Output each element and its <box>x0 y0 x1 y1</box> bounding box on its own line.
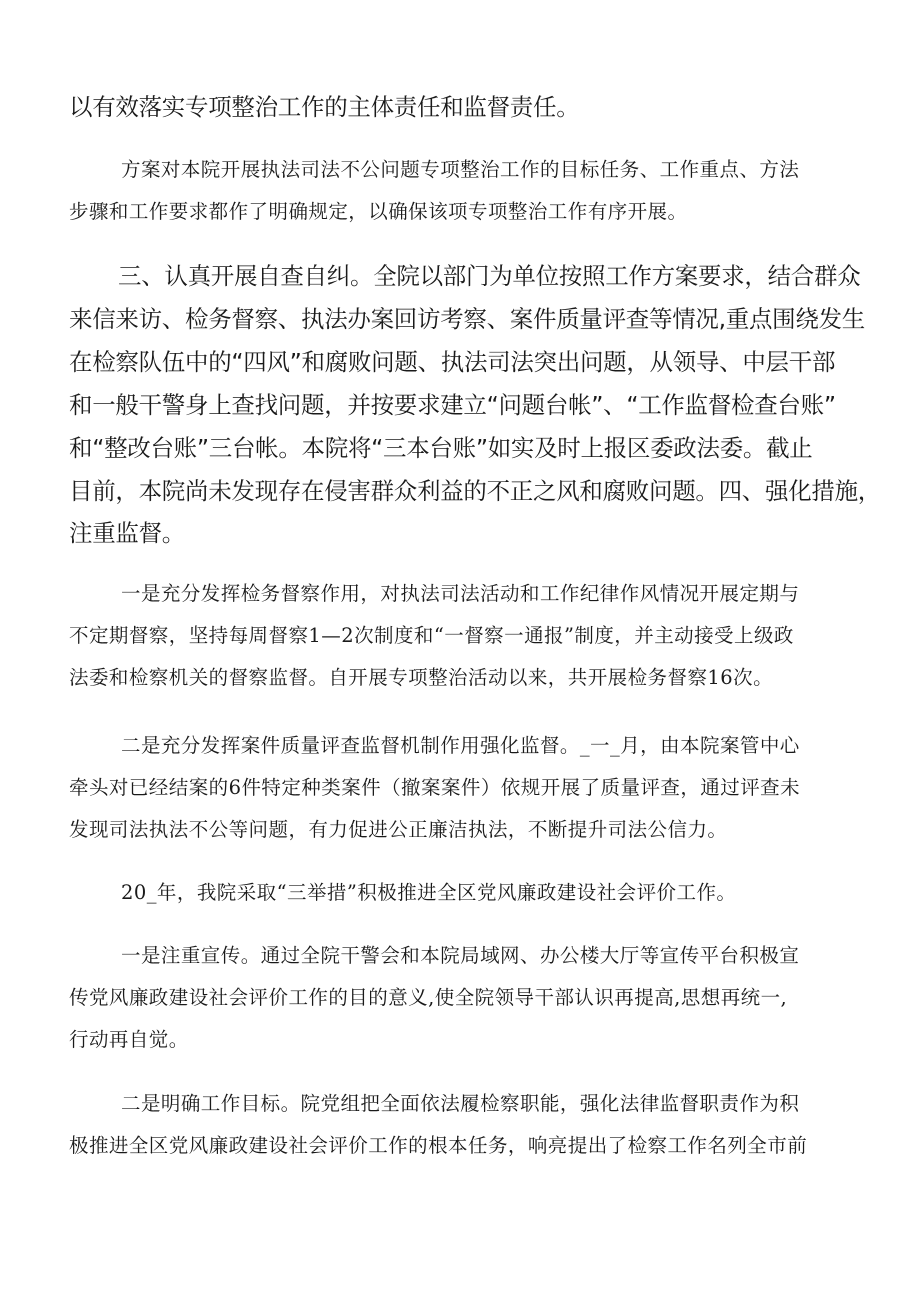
text-line: 在检察队伍中的“四风”和腐败问题、执法司法突出问题，从领导、中层干部 <box>69 348 836 376</box>
text-line: 方案对本院开展执法司法不公问题专项整治工作的目标任务、工作重点、方法 <box>121 158 800 181</box>
text-line: 极推进全区党风廉政建设社会评价工作的根本任务，响亮提出了检察工作名列全市前 <box>69 1134 808 1157</box>
text-line: 和一般干警身上查找问题，并按要求建立“问题台帐”、“工作监督检查台账” <box>69 391 836 419</box>
text-line: 行动再自觉。 <box>69 1028 189 1051</box>
text-line: 步骤和工作要求都作了明确规定，以确保该项专项整治工作有序开展。 <box>69 200 688 223</box>
text-line: 注重监督。 <box>69 519 185 547</box>
text-line: 传党风廉政建设社会评价工作的目的意义,使全院领导干部认识再提高,思想再统一, <box>69 986 788 1009</box>
text-line: 20_年，我院采取“三举措”积极推进全区党风廉政建设社会评价工作。 <box>121 881 737 904</box>
text-line: 牵头对已经结案的6件特定种类案件（撤案案件）依规开展了质量评查，通过评查未 <box>69 776 801 799</box>
text-line: 不定期督察，坚持每周督察1—2次制度和“一督察一通报”制度，并主动接受上级政 <box>69 624 794 647</box>
text-line: 三、认真开展自查自纠。全院以部门为单位按照工作方案要求，结合群众 <box>118 262 861 290</box>
text-line: 二是充分发挥案件质量评查监督机制作用强化监督。_一_月，由本院案管中心 <box>121 734 800 757</box>
text-line: 一是充分发挥检务督察作用，对执法司法活动和工作纪律作风情况开展定期与 <box>121 582 800 605</box>
text-line: 目前，本院尚未发现存在侵害群众利益的不正之风和腐败问题。四、强化措施， <box>69 477 881 505</box>
text-line: 发现司法执法不公等问题，有力促进公正廉洁执法，不断提升司法公信力。 <box>69 818 728 841</box>
text-line: 以有效落实专项整治工作的主体责任和监督责任。 <box>69 93 580 121</box>
text-line: 法委和检察机关的督察监督。自开展专项整治活动以来，共开展检务督察16次。 <box>69 666 774 689</box>
text-line: 来信来访、检务督察、执法办案回访考察、案件质量评查等情况,重点围绕发生 <box>69 305 865 333</box>
text-line: 二是明确工作目标。院党组把全面依法履检察职能，强化法律监督职责作为积 <box>121 1092 800 1115</box>
text-line: 和“整改台账”三台帐。本院将“三本台账”如实及时上报区委政法委。截止 <box>69 434 813 462</box>
text-line: 一是注重宣传。通过全院干警会和本院局域网、办公楼大厅等宣传平台积极宣 <box>121 944 800 967</box>
